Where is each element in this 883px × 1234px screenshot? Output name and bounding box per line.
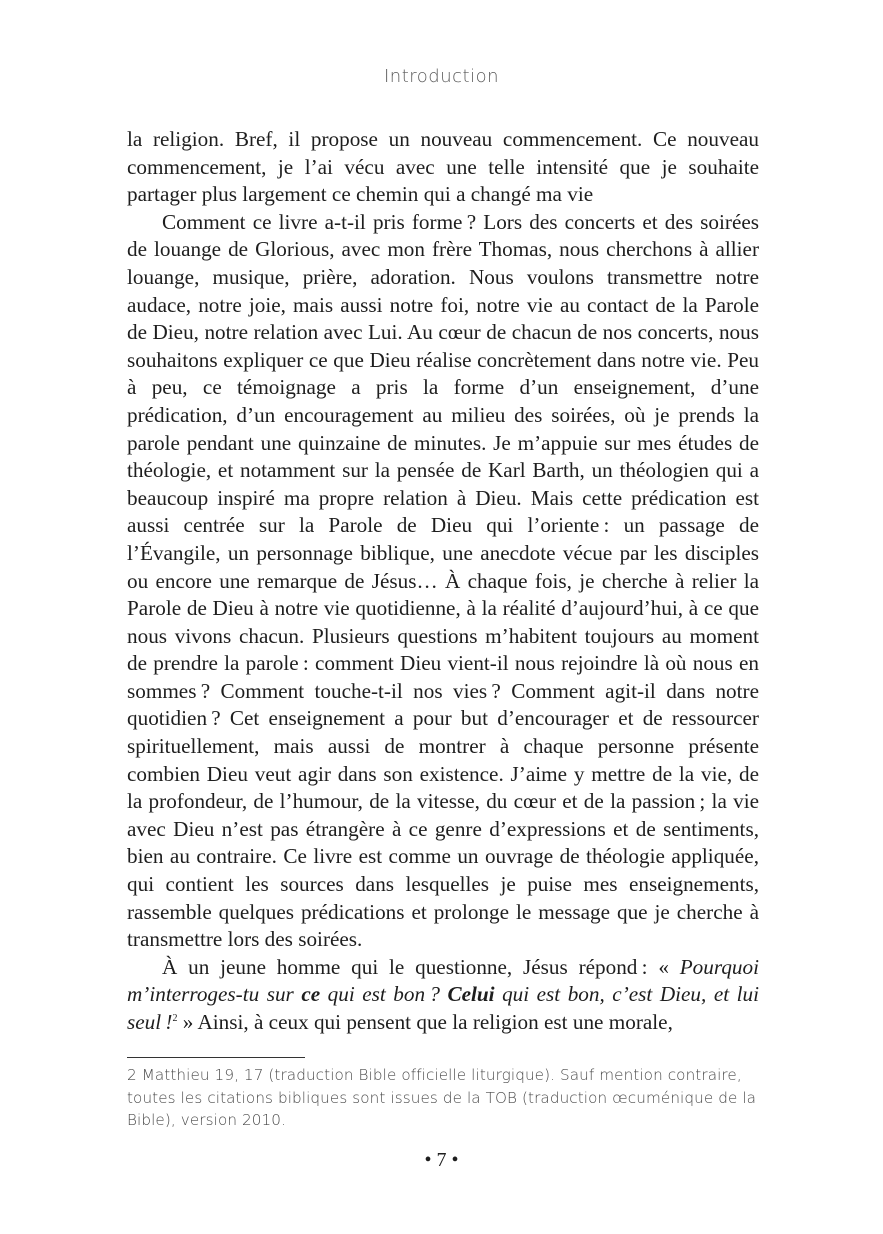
gospel-quote: Pourquoi m’interroges-tu sur ce qui est bon ? Celui qui est bon, c’est Dieu, et lui seul ! [127,954,759,1034]
paragraph-book-origin: Comment ce livre a-t-il pris forme ? Lors des concerts et des soirées de louange de Glorious, avec mon frère Thomas, nous cherchons à allier louange, musique, prière, adoration. Nous voulons transmettre notre audace, notre joie, mais aussi notre foi, notre vie au contact de la Parole de Dieu, notre relation avec Lui. Au cœur de chacun de nos concerts, nous souhaitons expliquer ce que Dieu réalise concrètement dans notre vie. Peu à peu, ce témoignage a pris la forme d’un enseignement, d’une prédication, d’un encouragement au milieu des soirées, où je prends la parole pendant une quinzaine de minutes. Je m’appuie sur mes études de théologie, et notamment sur la pensée de Karl Barth, un théologien qui a beaucoup inspiré ma propre relation à Dieu. Mais cette prédication est aussi centrée sur la Parole de Dieu qui l’oriente : un passage de l’Évangile, un personnage biblique, une anecdote vécue par les disciples ou encore une remarque de Jésus… À chaque fois, je cherche à relier la Parole de Dieu à notre vie quotidienne, à la réalité d’aujourd’hui, à ce que nous vivons chacun. Plusieurs questions m’habitent toujours au moment de prendre la parole : comment Dieu vient-il nous rejoindre là où nous en sommes ? Comment touche-t-il nos vies ? Comment agit-il dans notre quotidien ? Cet enseignement a pour but d’encourager et de ressourcer spirituellement, mais aussi de montrer à chaque personne présente combien Dieu veut agir dans son existence. J’aime y mettre de la vie, de la profondeur, de l’humour, de la vitesse, du cœur et de la passion ; la vie avec Dieu n’est pas étrangère à ce genre d’expressions et de sentiments, bien au contraire. Ce livre est comme un ouvrage de théologie appliquée, qui contient les sources dans lesquelles je puise mes enseignements, rassemble quelques prédications et prolonge le message que je cherche à transmettre lors des soirées. [127,209,759,952]
body-text [127,126,759,1037]
footnote-divider [127,1057,305,1058]
emphasis-celui: Celui [447,982,495,1007]
footnote-reference: 2 [172,1012,178,1024]
quote-intro: À un jeune homme qui le questionne, Jésus répond : « [162,954,680,979]
paragraph-jesus-quote [127,954,759,1037]
running-head: Introduction [383,66,499,87]
page-number: • 7 • [424,1149,459,1171]
emphasis-ce: ce [301,982,321,1007]
footnote: 2 Matthieu 19, 17 (traduction Bible officielle liturgique). Sauf mention contraire, toutes les citations bibliques sont issues de la TOB (traduction œcuménique de la Bible), version 2010. [127,1066,757,1129]
quote-outro: » Ainsi, à ceux qui pensent que la religion est une morale, [177,1010,673,1034]
paragraph-continuation: la religion. Bref, il propose un nouveau commencement. Ce nouveau commencement, je l’ai vécu avec une telle intensité que je souhaite partager plus largement ce chemin qui a changé ma vie [127,127,759,207]
